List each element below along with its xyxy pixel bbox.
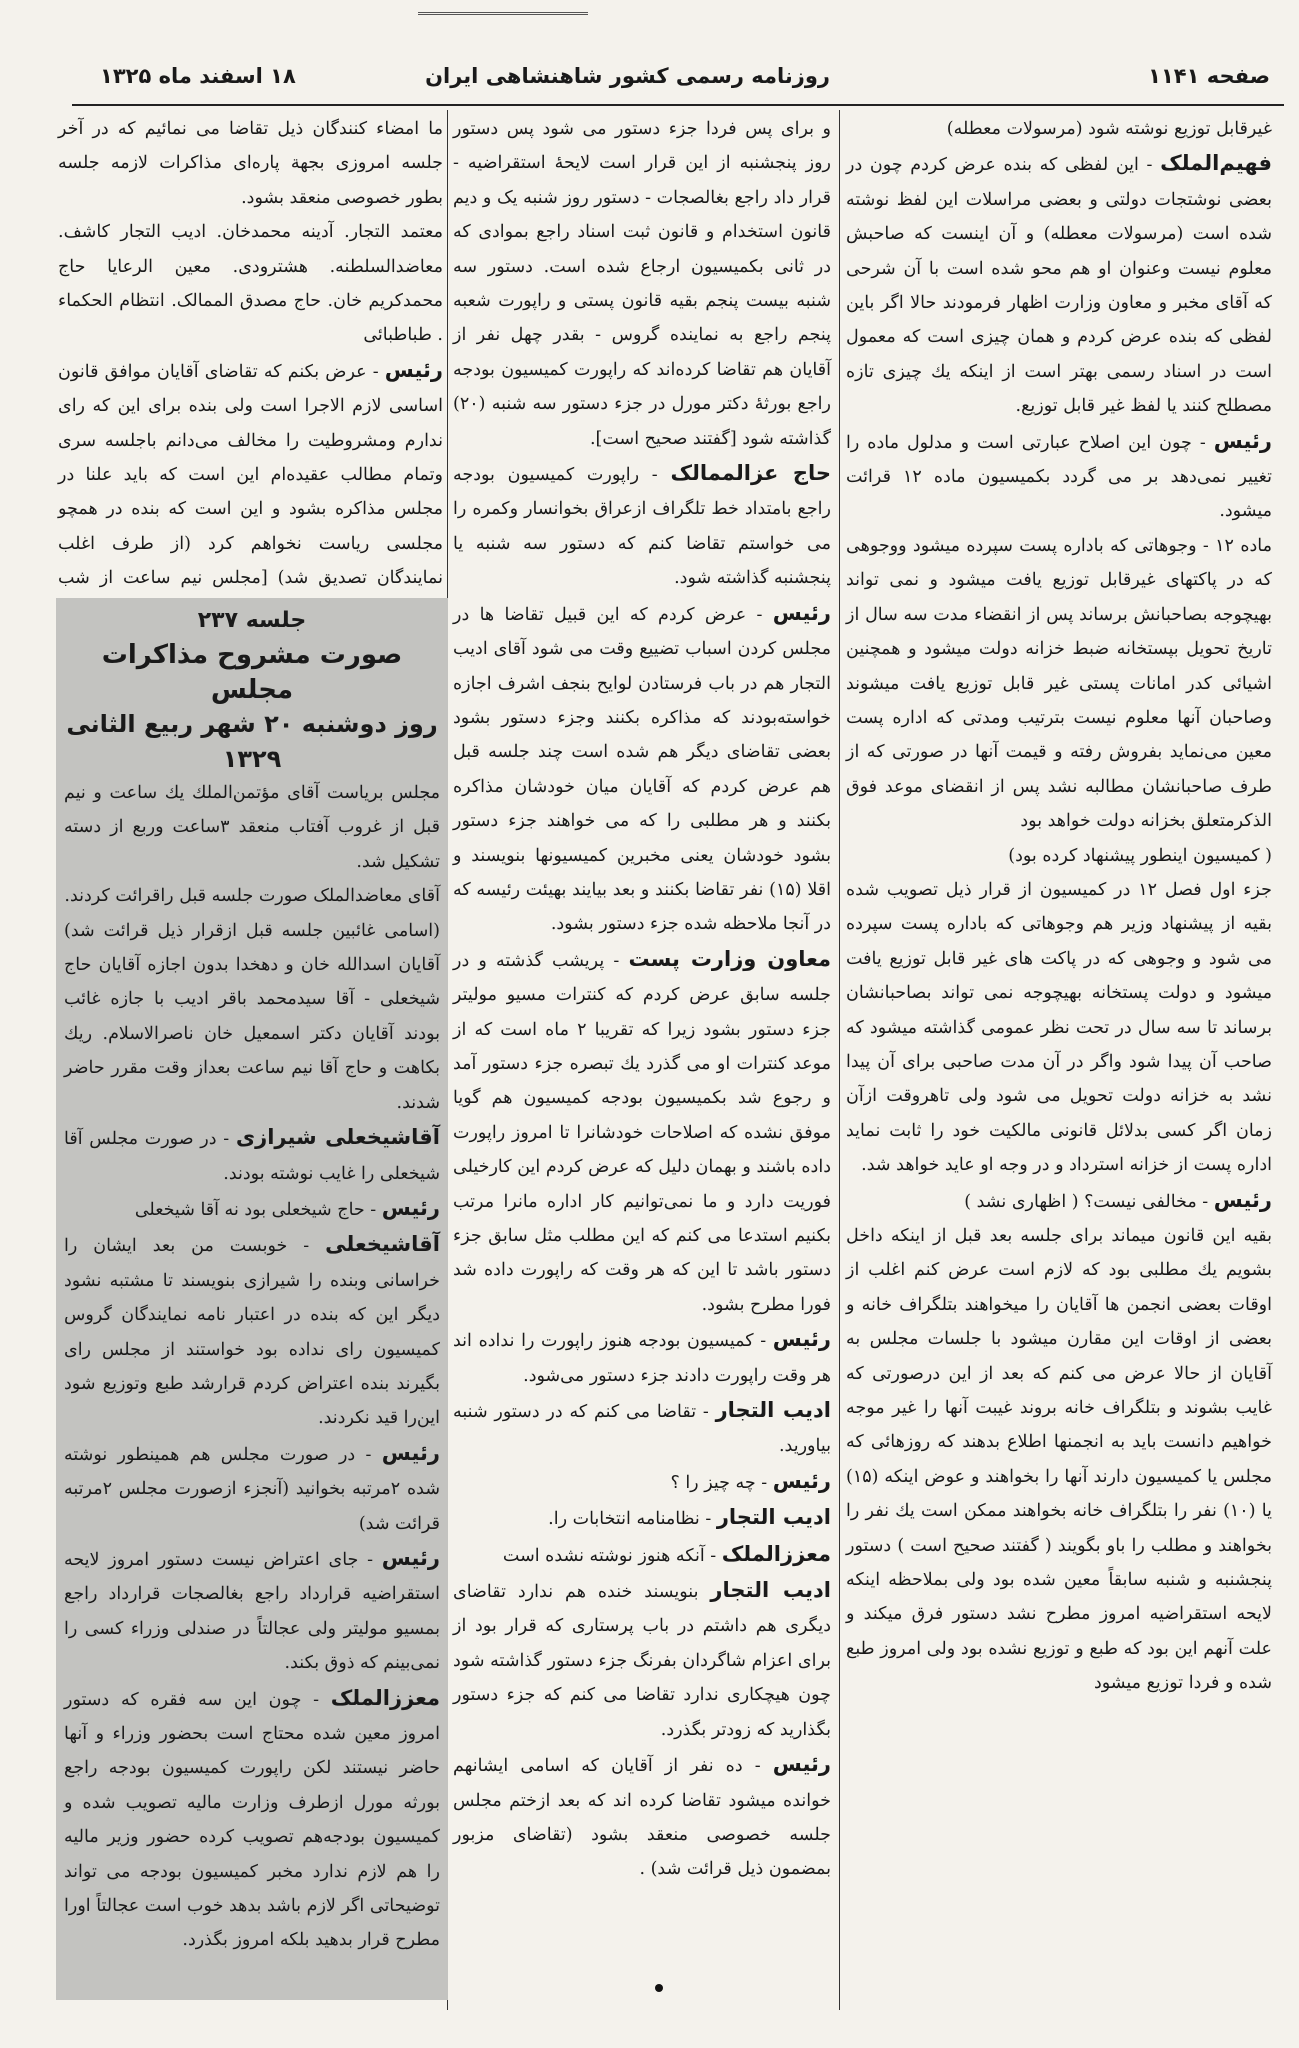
speaker-name: رئیس — [772, 1752, 831, 1777]
speaker-name: رئیس — [772, 1468, 831, 1493]
text-paragraph — [846, 839, 1272, 873]
paragraph-text: - تقاضا می کنم که در دستور شنبه بیاورید. — [453, 1402, 831, 1457]
speaker-name: رئیس — [381, 1545, 440, 1570]
paragraph-text: - چون این سه فقره که دستور امروز معین شده محتاج است بحضور وزراء و آنها حاضر نیستند لکن راپورت کمیسیون بودجه راجع بورثه مورل ازطرف وزارت مالیه تصویب شده و کمیسیون بودجه‌هم تصویب کرده حضور وزیر مالیه را هم لازم ندارد مخبر کمیسیون بودجه می تواند توضیحاتی اگر لازم باشد بدهد خوب است عجالتاً اورا مطرح قرار بدهید بلکه امروز بگذرد. — [64, 1689, 440, 1951]
text-paragraph — [846, 873, 1272, 1183]
speech-paragraph — [453, 596, 831, 942]
paragraph-text: - کمیسیون بودجه هنوز راپورت را نداده اند هر وقت راپورت دادند جزء دستور می‌شود. — [453, 1331, 831, 1386]
paragraph-text: - ده نفر از آقایان که اسامی ایشانهم خوانده میشود تقاضا کرده اند که بعد ازختم مجلس جلسه خصوصی منعقد بشود (تقاضای مزبور بمضمون ذیل قرائت شد) . — [453, 1756, 831, 1880]
speech-paragraph — [453, 1464, 831, 1500]
column-left-top — [58, 112, 443, 630]
issue-date: ۱۸ اسفند ماه ۱۳۲۵ — [100, 64, 296, 88]
session-date: روز دوشنبه ۲۰ شهر ربیع الثانی ۱۳۲۹ — [66, 710, 438, 773]
speaker-name: معاون وزارت پست — [628, 946, 831, 971]
text-paragraph — [453, 112, 831, 456]
column-divider — [839, 110, 840, 2010]
speaker-name: فهیم‌الملک — [1160, 151, 1272, 176]
shaded-session-box — [56, 598, 448, 2000]
speech-paragraph — [64, 1191, 440, 1227]
page-header — [80, 64, 1280, 104]
paragraph-text: غیرقابل توزیع نوشته شود (مرسولات معطله) — [946, 119, 1272, 139]
speaker-name: معززالملک — [721, 1541, 831, 1566]
speech-paragraph — [64, 1227, 440, 1435]
text-paragraph — [64, 776, 440, 879]
paragraph-text: بنویسند خنده هم ندارد تقاضای دیگری هم داشتم در باب پرستاری که قرار بود از برای اعزام شاگردان بفرنگ جزء دستور گذاشته شود چون هیچکاری ندارد تقاضا می کنم که جزء دستور بگذارید که زودتر بگذرد. — [453, 1582, 831, 1740]
paragraph-text: (اسامی غائبین جلسه قبل ازقرار ذیل قرائت شد) آقایان اسدالله خان و دهخدا بدون اجازه آقایان حاج شیخعلی - آقا سیدمحمد باقر ادیب با جازه غائب بودند آقایان دکتر اسمعیل خان ناصرالاسلام. ریك بکاهت و حاج آقا نیم ساعت بعداز وقت مقرر حاضر شدند. — [64, 920, 440, 1113]
paragraph-text: - در صورت مجلس آقا شیخعلی را غایب نوشته بودند. — [64, 1129, 440, 1184]
speaker-name: رئیس — [381, 1440, 440, 1465]
speaker-name: رئیس — [381, 1195, 440, 1220]
paragraph-text: - مخالفی نیست؟ ( اظهاری نشد ) — [964, 1191, 1214, 1212]
top-ornament-line — [418, 12, 588, 15]
session-body — [64, 776, 440, 1958]
session-title: صورت مشروح مذاکرات مجلس — [101, 640, 403, 705]
speech-paragraph — [846, 424, 1272, 529]
speaker-name: رئیس — [384, 357, 443, 382]
text-paragraph — [58, 215, 443, 353]
paragraph-text: - خوبست من بعد ایشان را خراسانی وبنده را شیرازی بنویسند تا مشتبه نشود دیگر این که بنده در اعتبار نامه نمایندگان گروس کمیسیون رای نداده بود خواستند از مجلس رای بگیرند بنده اعتراض کردم قرارشد طبع وتوزیع شود این‌را قید نکردند. — [64, 1236, 440, 1429]
text-paragraph — [846, 529, 1272, 839]
speaker-name: ادیب التجار — [710, 1578, 831, 1603]
speaker-name: رئیس — [1213, 428, 1272, 453]
paragraph-text: - چون این اصلاح عبارتی است و مدلول ماده را تغییر نمی‌دهد بر می گردد بکمیسیون ماده ۱۲ قرائت میشود. — [846, 432, 1272, 522]
paragraph-text: - جای اعتراض نیست دستور امروز لایحه استقراضیه قرارداد راجع بغالصجات قرارداد راجع بمسیو مولیتر ولی عجالتاً در صندلی وزراء کسی را نمی‌بینم که ذوق بکند. — [64, 1549, 440, 1674]
speaker-name: رئیس — [772, 1327, 831, 1352]
speech-paragraph — [846, 146, 1272, 423]
speech-paragraph — [453, 1322, 831, 1393]
paragraph-text: - چه چیز را ؟ — [670, 1472, 773, 1493]
paragraph-text: - نظامنامه انتخابات را. — [548, 1509, 717, 1530]
paragraph-text: - حاج شیخعلی بود نه آقا شیخعلی — [134, 1199, 382, 1220]
paragraph-text: ماده ۱۲ - وجوهاتی که باداره پست سپرده میشود ووجوهی که در پاکتهای غیرقابل توزیع یافت میشود و نمی تواند بهیچوجه بصاحبانش برساند پس از انقضاء مدت سه سال از تاریخ تحویل بپستخانه ضبط خزانه دولت میشود و همچنین اشیائی کدر امانات پستی غیر قابل توزیع یافت میشوند وصاحبان آنها معلوم نیست بترتیب ومدتی که اداره پست معین می‌نماید بفروش رفته و قیمت آنها در صورتی که از طرف صاحبانشان مطالبه نشد پس از انقضای موعد فوق الذکرمتعلق بخزانه دولت خواهد بود — [846, 535, 1272, 832]
text-paragraph — [64, 914, 440, 1120]
speaker-name: رئیس — [1213, 1187, 1272, 1212]
column-right — [846, 112, 1272, 1701]
speech-paragraph — [453, 942, 831, 1322]
paragraph-text: بقیه این قانون میماند برای جلسه بعد قبل از اینکه داخل بشویم یك مطلبی بود که لازم است عرض کنم اغلب از اوقات بعضی انجمن ها آقایان را میخواهند بتلگراف خانه و بعضی از اوقات این مقارن میشود با جلسات مجلس به آقایان از حالا عرض می کنم که بعد از این درصورتی که غایب بشوند و بتلگراف خانه بروند غیبت آنها را غیر موجه خواهیم دانست باید به انجمنها اطلاع بدهند که روزهائی که مجلس یا کمیسیون دارند آنها را بخواهند و عوض اینکه (۱۵) یا (۱۰) نفر را بتلگراف خانه بخواهند ممکن است یك نفر را بخواهند و مطلب را باو بگویند ( گفتند صحیح است ) دستور پنجشنبه و شنبه سابقاً معین شده بود ولی بملاحظه اینکه لایحه استقراضیه امروز مطرح نشد دستور فرق میکند و علت آنهم این بود که طبع و توزیع نشده بود ولی امروز طبع شده و فردا توزیع میشود — [846, 1226, 1272, 1694]
paragraph-text: - عرض بکنم که تقاضای آقایان موافق قانون اساسی لازم الاجرا است ولی بنده برای این که رای ندارم ومشروطیت را مخالف می‌دانم باجلسه سری وتمام مطالب عقیده‌ام این است که باید علنا در مجلس مذاکره بشود و این است که بنده در همچو مجلسی ریاست نخواهم کرد (از طرف اغلب نمایندگان تصدیق شد) [مجلس نیم ساعت از شب — [58, 361, 443, 589]
speaker-name: آقاشیخعلی — [325, 1232, 440, 1257]
speaker-name: حاج عزالممالک — [670, 461, 832, 486]
paragraph-text: - عرض کردم که این قبیل تقاضا ها در مجلس کردن اسباب تضییع وقت می شود آقای ادیب التجار هم در باب فرستادن لوایح بنجف اشرف اجازه خواسته‌بودند که مذاکره بکنند وجزء دستور بشود بعضی تقاضای دیگر هم شده است چند جلسه قبل هم عرض کردم که آقایان میان خودشان مذاکره بکنند و هر مطلبی را که می خواهند جزء دستور بشود خودشان یعنی مخبرین کمیسیونها بنویسند و اقلا (۱۵) نفر تقاضا بکنند و بعد بیایند بهیئت رئیسه که در آنجا ملاحظه شده جزء دستور بشود. — [453, 604, 831, 935]
paragraph-text: - راپورت کمیسیون بودجه راجع بامتداد خط تلگراف ازعراق بخوانسار وکمره را می خواستم تقاضا کنم که دستور سه شنبه یا پنجشنبه گذاشته شود. — [453, 465, 831, 589]
speaker-name: آقاشیخعلی شیرازی — [235, 1125, 440, 1150]
paragraph-text: ( کمیسیون اینطور پیشنهاد کرده بود) — [1008, 845, 1272, 866]
speaker-name: ادیب التجار — [715, 1398, 831, 1423]
session-number: جلسه ۲۳۷ — [197, 608, 307, 633]
header-rule — [72, 104, 1284, 106]
paragraph-text: - پریشب گذشته و در جلسه سابق عرض کردم که کنترات مسیو مولیتر جزء دستور بشود زیرا که تقریبا ۲ ماه است که از موعد کنترات او می گذرد یك تبصره جزء دستور آمد و رجوع شد بکمیسیون بودجه کمیسیون هم گویا موفق نشده که اصلاحات خودشانرا تا امروز راپورت داده باشند و بهمان دلیل که عرض کردم این کارخیلی فوریت دارد و ما نمی‌توانیم کار اداره مانرا مرتب بکنیم استدعا می کنم که این مطلب مثل سابق جزء دستور باشد تا این که هر وقت که راپورت داده شد فورا مطرح بشود. — [453, 950, 831, 1315]
text-paragraph — [64, 879, 440, 913]
speaker-name: ادیب التجار — [716, 1505, 831, 1530]
paragraph-text: ما امضاء کنندگان ذیل تقاضا می نمائیم که در آخر جلسه امروزی بجهة پاره‌ای مذاکرات لازمه جلسه بطور خصوصی منعقد بشود. — [58, 119, 443, 208]
speech-paragraph — [64, 1541, 440, 1681]
paragraph-text: - آنکه هنوز نوشته نشده است — [502, 1545, 722, 1566]
speech-paragraph — [453, 1393, 831, 1464]
speech-paragraph — [453, 1500, 831, 1536]
text-paragraph — [846, 112, 1272, 146]
speech-paragraph — [846, 1183, 1272, 1219]
paragraph-text: - در صورت مجلس هم همینطور نوشته شده ۲مرتبه بخوانید (آنجزء ازصورت مجلس ۲مرتبه قرائت شد) — [64, 1444, 440, 1534]
text-paragraph — [846, 1219, 1272, 1701]
paragraph-text: جزء اول فصل ۱۲ در کمیسیون از قرار ذیل تصویب شده بقیه از پیشنهاد وزیر هم وجوهاتی که باداره پست سپرده می شود و وجوهی که در پاکت های غیر قابل توزیع یافت میشود و دولت پستخانه بهیچوجه نمی تواند بصاحبانشان برساند تا سه سال در تحت نظر عمومی گذاشته میشود که صاحب آن پیدا شود واگر در آن مدت صاحبی برای آن پیدا نشد به خزانه دولت تحویل می شود ولی تاهروقت ازآن زمان اگر کسی بدلائل قانونی مالکیت خود را ثابت نماید اداره پست از خزانه استرداد و در وجه او عاید خواهد شد. — [846, 879, 1272, 1176]
newspaper-title: روزنامه رسمی کشور شاهنشاهی ایران — [425, 64, 830, 88]
speech-paragraph — [64, 1120, 440, 1191]
speech-paragraph — [453, 1573, 831, 1747]
column-middle — [453, 112, 831, 1887]
speaker-name: معززالملک — [330, 1685, 440, 1710]
page-number: صفحه ۱۱۴۱ — [1148, 64, 1270, 88]
speaker-name: رئیس — [772, 600, 831, 625]
paragraph-text: مجلس بریاست آقای مؤتمن‌الملك یك ساعت و نیم قبل از غروب آفتاب منعقد ۳ساعت وربع‌ از‌ دسته تشکیل شد. — [64, 783, 441, 872]
speech-paragraph — [453, 1537, 831, 1573]
paragraph-text: و برای پس فردا جزء دستور می شود پس دستور روز پنجشنبه از این قرار است لایحهٔ استقراضیه - قرار داد راجع بغالصجات - دستور روز شنبه یک و دیم قانون استخدام و قانون ثبت اسناد راجع بموادی که در ثانی بکمیسیون ارجاع شده است. دستور سه شنبه بیست پنجم بقیه قانون پستی و راپورت شعبه پنجم راجع به نماینده گروس - بقدر چهل نفر از آقایان هم تقاضا کرده‌اند که راپورت کمیسیون بودجه راجع بورثهٔ دکتر مورل در جزء دستور سه شنبه (۲۰) گذاشته شود [گفتند صحیح است]. — [453, 119, 831, 449]
page-end-dot — [655, 1984, 663, 1992]
paragraph-text: آقای معاضدالملک صورت جلسه قبل راقرائت کردند. — [64, 886, 440, 907]
speech-paragraph — [58, 353, 443, 630]
text-paragraph — [58, 112, 443, 215]
paragraph-text: معتمد التجار. آدینه محمدخان. ادیب التجار کاشف. معاضدالسلطنه. هشترودی. معین الرعایا حاج محمدکریم خان. حاج مصدق الممالک. انتظام الحکماء . طباطبائی — [58, 222, 443, 346]
speech-paragraph — [64, 1436, 440, 1541]
paragraph-text: - این لفظی که بنده عرض کردم چون در بعضی نوشتجات دولتی و بعضی مراسلات این لفظ نوشته شده است (مرسولات معطله) و آن اینست که صاحبش معلوم نیست وعنوان او هم محو شده است با آن شرحی که آقای مخبر و معاون وزارت اظهار فرمودند حالا اگر باین لفظی که بنده عرض کردم و همان چیزی است که معمول است در اسناد رسمی بهتر است از اینکه یك چیزی تازه مصطلح کنند یا لفظ غیر قابل توزیع. — [846, 155, 1272, 417]
speech-paragraph — [64, 1681, 440, 1958]
speech-paragraph — [453, 1747, 831, 1887]
speech-paragraph — [453, 456, 831, 596]
